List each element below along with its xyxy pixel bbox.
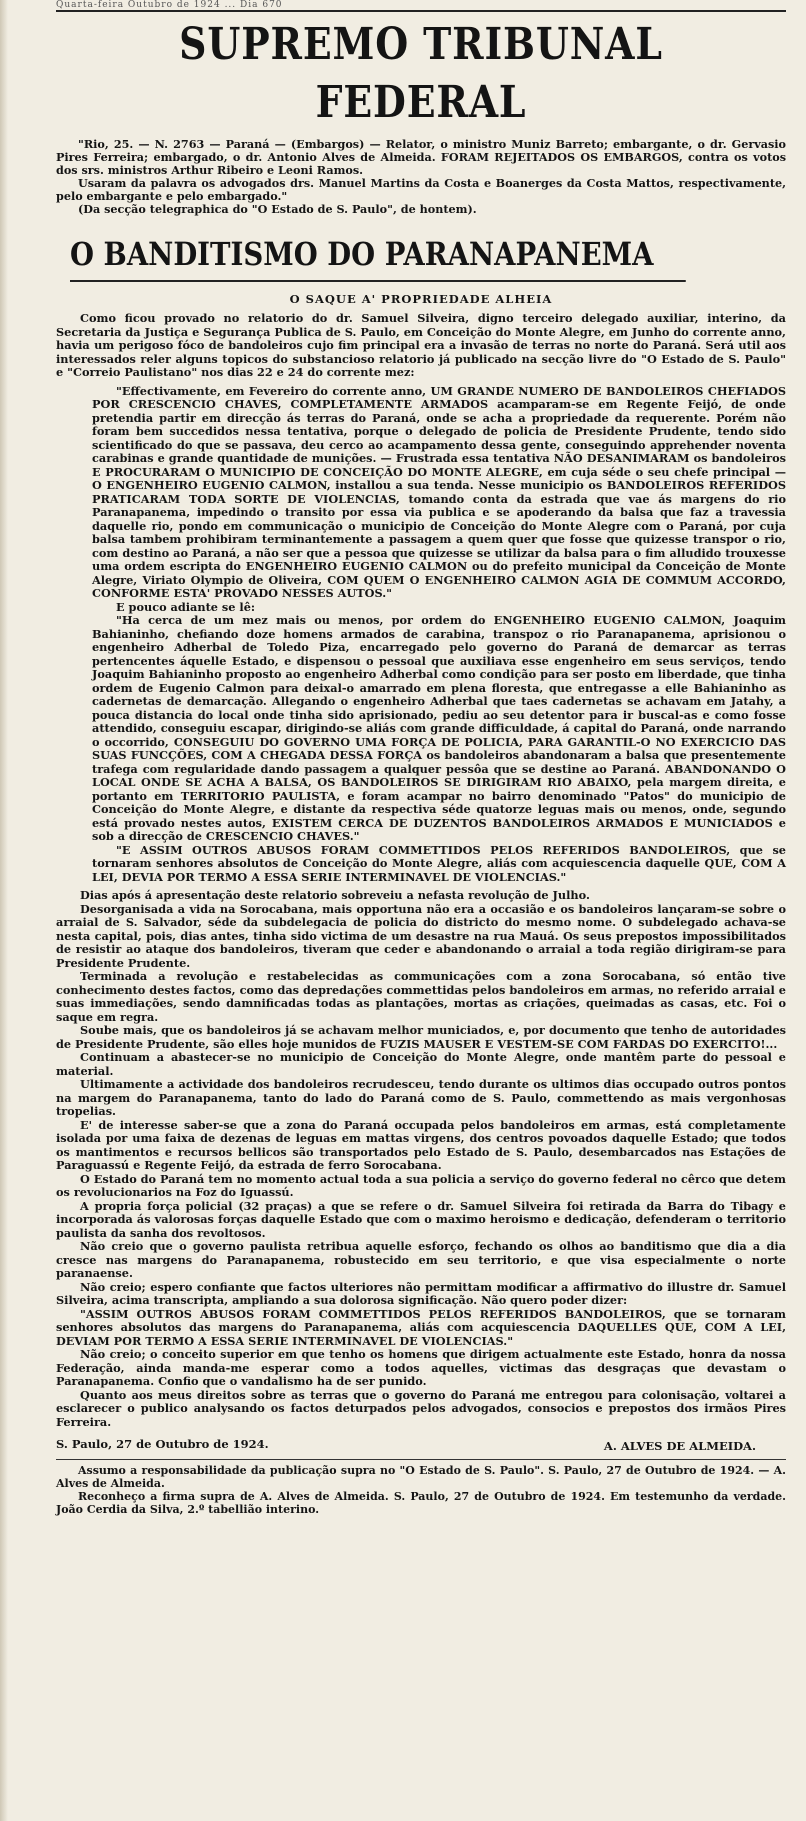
quoted-paragraph: "Ha cerca de um mez mais ou menos, por ordem do ENGENHEIRO EUGENIO CALMON, Joaquim Bahianinho, chefiando doze homens armados de carabina, transpoz o rio Paranapanema, aprisionou o engenheiro Adherbal de Toledo Piza, encarregado pelo governo do Paraná de demarcar as terras pertencentes áquelle Estado, e dispensou o pessoal que auxiliava esse engenheiro em seus serviços, tendo Joaquim Bahianinho proposto ao engenheiro Adherbal como condição para ser posto em liberdade, que tinha ordem de Eugenio Calmon para deixal-o amarrado em plena floresta, que entregasse a elle Bahianinho as cadernetas de demarcação. Allegando o engenheiro Adherbal que taes cadernetas se achavam em Jatahy, a pouca distancia do local onde tinha sido aprisionado, pediu ao seu detentor para ir buscal-as e como fosse attendido, conseguiu escapar, dirigindo-se aliás com grande difficuldade, á capital do Paraná, onde narrando o occorrido, CONSEGUIU DO GOVERNO UMA FORÇA DE POLICIA, PARA GARANTIL-O NO EXERCICIO DAS SUAS FUNCÇÕES, COM A CHEGADA DESSA FORÇA os bandoleiros abandonaram a balsa que presentemente trafega com regularidade dando passagem a qualquer pessôa que se destine ao Paraná. ABANDONANDO O LOCAL ONDE SE ACHA A BALSA, OS BANDOLEIROS SE DIRIGIRAM RIO ABAIXO, pela margem direita, e portanto em TERRITORIO PAULISTA, e foram acampar no bairro denominado "Patos" do municipio de Conceição do Monte Alegre, e distante da respectiva séde quatorze leguas mais ou menos, onde, segundo está provado nestes autos, EXISTEM CERCA DE DUZENTOS BANDOLEIROS ARMADOS E MUNICIADOS e sob a direcção de CRESCENCIO CHAVES." bbox=[92, 613, 786, 843]
article-subhead: O SAQUE A' PROPRIEDADE ALHEIA bbox=[289, 292, 553, 306]
notice-paragraph: Usaram da palavra os advogados drs. Manuel Martins da Costa e Boanerges da Costa Mattos, respectivamente, pelo embargante e pelo embargado." bbox=[56, 176, 786, 203]
article-paragraph: E pouco adiante se lê: bbox=[116, 599, 256, 614]
signoff bbox=[56, 1437, 786, 1453]
article-paragraph: Quanto aos meus direitos sobre as terras que o governo do Paraná me entregou para colonisação, voltarei a esclarecer o publico analysando os factos deturpados pelos advogados, consocios e prepostos dos irmãos Pires Ferreira. bbox=[56, 1387, 786, 1429]
article-paragraph: Não creio que o governo paulista retribua aquelle esforço, fechando os olhos ao banditismo que dia a dia cresce nas margens do Paranapanema, robustecido em seu territorio, e que visa especialmente o norte paranaense. bbox=[56, 1239, 786, 1280]
article-paragraph: Dias após á apresentação deste relatorio sobreveiu a nefasta revolução de Julho. bbox=[80, 888, 590, 902]
responsibility-note bbox=[56, 1459, 786, 1516]
article-paragraph: A propria força policial (32 praças) a que se refere o dr. Samuel Silveira foi retirada da Barra do Tibagy e incorporada ás valorosas forças daquelle Estado que com o maximo heroismo e dedicação, defenderam o territorio paulista da sanha dos revoltosos. bbox=[56, 1198, 786, 1240]
quoted-paragraph: "Effectivamente, em Fevereiro do corrente anno, UM GRANDE NUMERO DE BANDOLEIROS CHEFIADOS POR CRESCENCIO CHAVES, COMPLETAMENTE ARMADOS acamparam-se em Regente Feijó, de onde pretendia partir em direcção ás terras do Paraná, onde se acha a propriedade da requerente. Porém não foram bem succedidos nessa tentativa, porque o delegado de policia de Presidente Prudente, tendo sido scientificado do que se passava, deu cerco ao acampamento dessa gente, conseguindo apprehender noventa carabinas e grande quantidade de munições. — Frustrada essa tentativa NÃO DESANIMARAM os bandoleiros E PROCURARAM O MUNICIPIO DE CONCEIÇÃO DO MONTE ALEGRE, em cuja séde o seu chefe principal — O ENGENHEIRO EUGENIO CALMON, installou a sua tenda. Nesse municipio os BANDOLEIROS REFERIDOS PRATICARAM TODA SORTE DE VIOLENCIAS, tomando conta da estrada que vae ás margens do rio Paranapanema, impedindo o transito por essa via publica e se apoderando da balsa que faz a travessia daquelle rio, pondo em communicação o municipio de Conceição do Monte Alegre com o Paraná, por cuja balsa tambem prohibiram terminantemente a passagem a quem quer que fosse que quizesse transpor o rio, com destino ao Paraná, a não ser que a pessoa que quizesse se utilizar da balsa para o fim alludido trouxesse uma ordem escripta do ENGENHEIRO EUGENIO CALMON ou do prefeito municipal da Conceição de Monte Alegre, Viriato Olympio de Oliveira, COM QUEM O ENGENHEIRO CALMON AGIA DE COMMUM ACCORDO, CONFORME ESTA' PROVADO NESSES AUTOS." bbox=[92, 383, 786, 600]
article-paragraph: Não creio; o conceito superior em que tenho os homens que dirigem actualmente este Estado, honra da nossa Federação, ainda manda-me esperar como a todos aquelles, victimas das desgraças que devastam o Paranapanema. Confio que o vandalismo ha de ser punido. bbox=[56, 1347, 786, 1388]
article-body bbox=[56, 312, 786, 1429]
page-top-line: Quarta-feira Outubro de 1924 ... Dia 670 bbox=[56, 0, 786, 12]
article-paragraph: Continuam a abastecer-se no municipio de Conceição do Monte Alegre, onde mantêm parte do pessoal e material. bbox=[56, 1050, 786, 1078]
article-paragraph: Ultimamente a actividade dos bandoleiros recrudesceu, tendo durante os ultimos dias occupado outros pontos na margem do Paranapanema, tanto do lado do Paraná como de S. Paulo, commettendo as mais vergonhosas tropelias. bbox=[56, 1077, 786, 1118]
article-paragraph: Não creio; espero confiante que factos ulteriores não permittam modificar a affirmativo do illustre dr. Samuel Silveira, acima transcripta, ampliando a sua dolorosa significação. Não quero poder dizer: bbox=[56, 1279, 786, 1307]
signature: A. ALVES DE ALMEIDA. bbox=[603, 1439, 756, 1453]
court-notice bbox=[56, 138, 786, 216]
article-paragraph: Desorganisada a vida na Sorocabana, mais opportuna não era a occasião e os bandoleiros lançaram-se sobre o arraial de S. Salvador, séde da subdelegacia de policia do districto do mesmo nome. O subdelegado achava-se nesta capital, pois, dias antes, tinha sido victima de um desastre na rua Mauá. Os seus prepostos impossibilitados de resistir ao ataque dos bandoleiros, tiveram que ceder e abandonando o arraial a toda região dirigiram-se para Presidente Prudente. bbox=[56, 901, 786, 970]
article-paragraph: "ASSIM OUTROS ABUSOS FORAM COMMETTIDOS PELOS REFERIDOS BANDOLEIROS, que se tornaram senhores absolutos das margens do Paranapanema, aliás com acquiescencia DAQUELLES QUE, COM A LEI, DEVIAM POR TERMO A ESSA SERIE INTERMINAVEL DE VIOLENCIAS." bbox=[56, 1306, 786, 1348]
footer-line: Reconheço a firma supra de A. Alves de Almeida. S. Paulo, 27 de Outubro de 1924. Em testemunho da verdade. João Cerdia da Silva, 2.º tabellião interino. bbox=[56, 1490, 786, 1516]
dateline: S. Paulo, 27 de Outubro de 1924. bbox=[56, 1437, 269, 1451]
masthead-title: SUPREMO TRIBUNAL FEDERAL bbox=[179, 19, 663, 128]
article-paragraph: Como ficou provado no relatorio do dr. Samuel Silveira, digno terceiro delegado auxiliar, interino, da Secretaria da Justiça e Segurança Publica de S. Paulo, em Conceição do Monte Alegre, em Junho do corrente anno, havia um perigoso fóco de bandoleiros cujo fim principal era a invasão de terras no norte do Paraná. Será util aos interessados reler alguns topicos do substancioso relatorio já publicado na secção livre do "O Estado de S. Paulo" e "Correio Paulistano" nos dias 22 e 24 do corrente mez: bbox=[56, 311, 786, 379]
article-paragraph: E' de interesse saber-se que a zona do Paraná occupada pelos bandoleiros em armas, está completamente isolada por uma faixa de dezenas de leguas em mattas virgens, dos centros povoados daquelle Estado; que todos os mantimentos e recursos bellicos são transportados pelo Estado de S. Paulo, desembarcados nas Estações de Paraguassú e Regente Feijó, da estrada de ferro Sorocabana. bbox=[56, 1117, 786, 1172]
footer-line: Assumo a responsabilidade da publicação supra no "O Estado de S. Paulo". S. Paulo, 27 de Outubro de 1924. — A. Alves de Almeida. bbox=[56, 1464, 786, 1490]
scan-edge bbox=[0, 0, 8, 1821]
article-paragraph: Terminada a revolução e restabelecidas as communicações com a zona Sorocabana, só então tive conhecimento destes factos, como das depredações commettidas pelos bandoleiros em armas, no referido arraial e suas immediações, sendo damnificadas todas as plantações, mortas as criações, queimadas as casas, etc. Foi o saque em regra. bbox=[56, 969, 786, 1024]
quoted-paragraph: "E ASSIM OUTROS ABUSOS FORAM COMMETTIDOS PELOS REFERIDOS BANDOLEIROS, que se tornaram senhores absolutos de Conceição do Monte Alegre, aliás com acquiescencia daquelle QUE, COM A LEI, DEVIA POR TERMO A ESSA SERIE INTERMINAVEL DE VIOLENCIAS." bbox=[92, 842, 786, 884]
notice-source: (Da secção telegraphica do "O Estado de S. Paulo", de hontem). bbox=[78, 202, 477, 216]
article-paragraph: Soube mais, que os bandoleiros já se achavam melhor municiados, e, por documento que tenho de autoridades de Presidente Prudente, são elles hoje munidos de FUZIS MAUSER E VESTEM-SE COM FARDAS DO EXERCITO!... bbox=[56, 1023, 786, 1051]
notice-paragraph: "Rio, 25. — N. 2763 — Paraná — (Embargos) — Relator, o ministro Muniz Barreto; embargante, o dr. Gervasio Pires Ferreira; embargado, o dr. Antonio Alves de Almeida. FORAM REJEITADOS OS EMBARGOS, contra os votos dos srs. ministros Arthur Ribeiro e Leoni Ramos. bbox=[56, 137, 786, 177]
article-paragraph: O Estado do Paraná tem no momento actual toda a sua policia a serviço do governo federal no cêrco que detem os revolucionarios na Foz do Iguassú. bbox=[56, 1171, 786, 1199]
article-headline: O BANDITISMO DO PARANAPANEMA bbox=[70, 230, 686, 282]
